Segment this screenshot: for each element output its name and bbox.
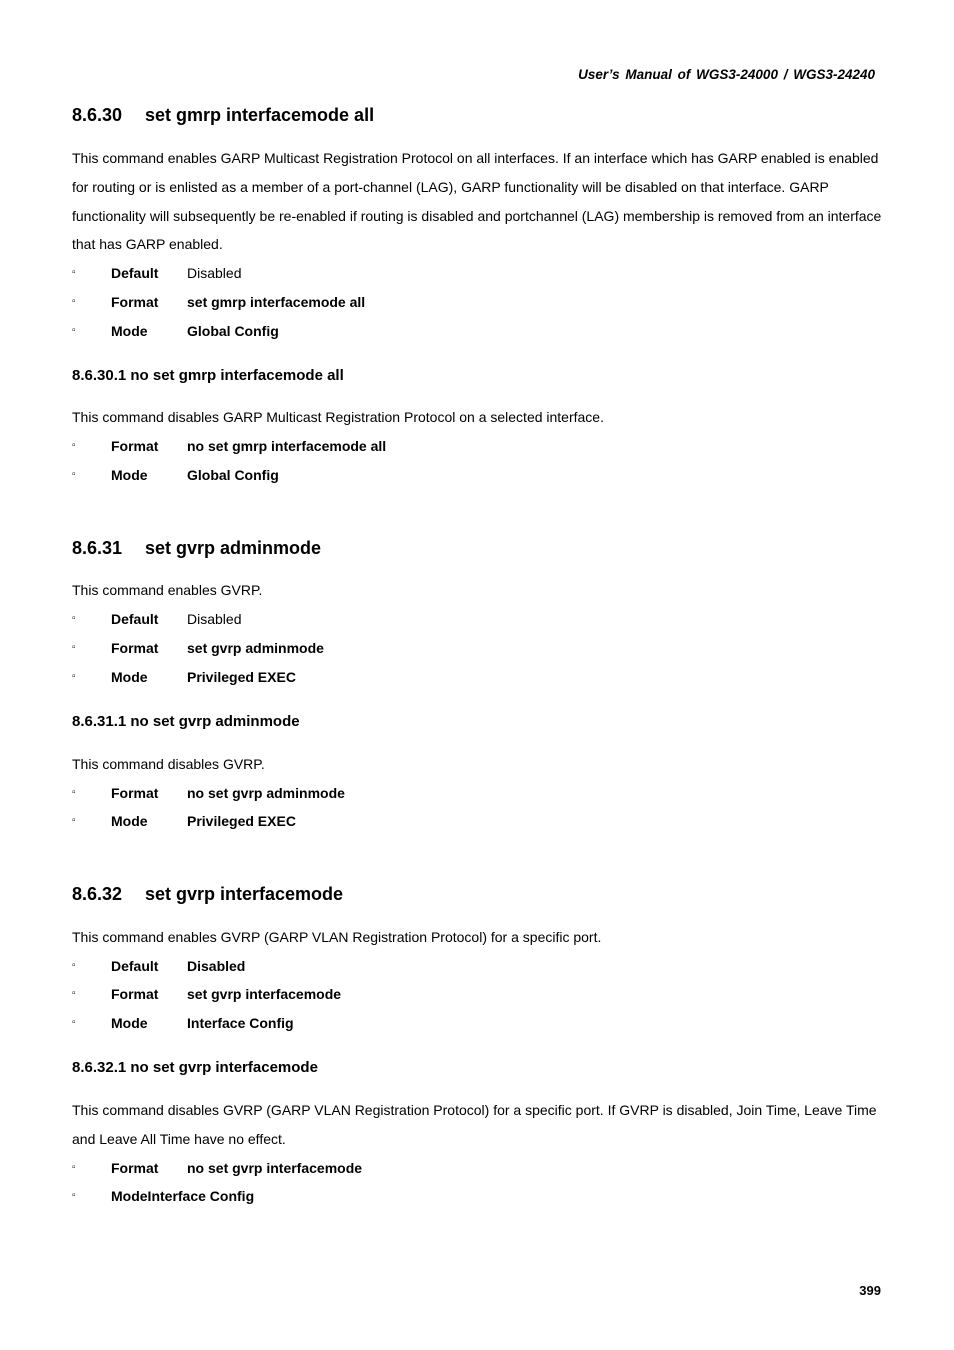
section-title: set gmrp interfacemode all [145, 105, 375, 125]
bullet-icon: ▫ [72, 787, 76, 798]
section-number: 8.6.31 [72, 538, 123, 558]
subsection-heading-8-6-31-1: 8.6.31.1 no set gvrp adminmode [72, 713, 300, 730]
running-header: User’s Manual of WGS3-24000 / WGS3-24240 [578, 67, 875, 82]
bullet-icon: ▫ [72, 815, 76, 826]
bullet-icon: ▫ [72, 1190, 76, 1201]
bullet-icon: ▫ [72, 613, 76, 624]
bullet-icon: ▫ [72, 440, 76, 451]
subsection-description: This command disables GVRP. [72, 756, 265, 772]
subsection-heading-8-6-32-1: 8.6.32.1 no set gvrp interfacemode [72, 1059, 318, 1076]
bullet-icon: ▫ [72, 642, 76, 653]
bullet-icon: ▫ [72, 1162, 76, 1173]
section-number: 8.6.32 [72, 884, 123, 904]
bullet-icon: ▫ [72, 960, 76, 971]
section-description: This command enables GVRP (GARP VLAN Registration Protocol) for a specific port. [72, 929, 602, 945]
bullet-icon: ▫ [72, 469, 76, 480]
bullet-icon: ▫ [72, 988, 76, 999]
section-number: 8.6.30 [72, 105, 123, 125]
bullet-icon: ▫ [72, 296, 76, 307]
section-heading-8-6-32 [72, 884, 343, 905]
section-title: set gvrp adminmode [145, 538, 322, 558]
section-title: set gvrp interfacemode [145, 884, 344, 904]
section-description: This command enables GARP Multicast Registration Protocol on all interfaces. If an interface which has GARP enabled is enabled for routing or is enlisted as a member of a port-channel (LAG), GARP functionality will be disabled on that interface. GARP functionality will subsequently be re-enabled if routing is disabled and portchannel (LAG) membership is removed from an interface that has GARP enabled. [72, 150, 882, 253]
bullet-icon: ▫ [72, 1017, 76, 1028]
subsection-description: This command disables GARP Multicast Registration Protocol on a selected interface. [72, 409, 604, 425]
subsection-description: This command disables GVRP (GARP VLAN Registration Protocol) for a specific port. If GVRP is disabled, Join Time, Leave Time and Leave All Time have no effect. [72, 1102, 877, 1147]
section-heading-8-6-31 [72, 538, 321, 559]
bullet-icon: ▫ [72, 267, 76, 278]
bullet-icon: ▫ [72, 325, 76, 336]
page-number: 399 [859, 1283, 881, 1298]
subsection-heading-8-6-30-1: 8.6.30.1 no set gmrp interfacemode all [72, 367, 344, 384]
section-heading-8-6-30 [72, 105, 374, 126]
section-description: This command enables GVRP. [72, 582, 263, 598]
bullet-icon: ▫ [72, 671, 76, 682]
